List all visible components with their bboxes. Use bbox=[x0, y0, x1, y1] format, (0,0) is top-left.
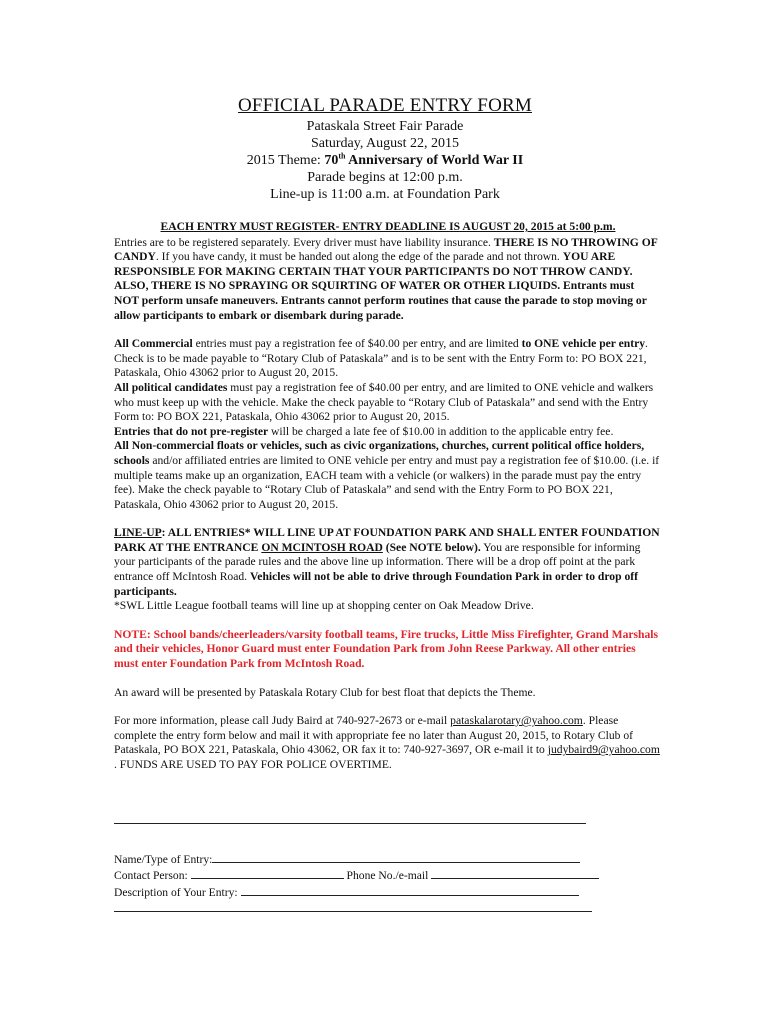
lineup-bold-2: (See NOTE below). bbox=[382, 540, 481, 554]
event-name: Pataskala Street Fair Parade bbox=[306, 119, 464, 134]
phone-field[interactable] bbox=[431, 867, 599, 879]
contact-field-row bbox=[114, 867, 662, 884]
commercial-limit: to ONE vehicle per entry bbox=[521, 337, 646, 351]
contact-text-1: For more information, please call Judy Baird at 740-927-2673 or e-mail bbox=[114, 714, 451, 728]
rules-bold-1: THERE IS NO THROWING OF CANDY bbox=[114, 235, 658, 264]
contact-paragraph bbox=[114, 714, 662, 772]
description-field[interactable] bbox=[241, 884, 579, 896]
parade-start-time: Parade begins at 12:00 p.m. bbox=[307, 170, 463, 185]
political-fee-paragraph bbox=[114, 381, 662, 425]
deadline-notice: EACH ENTRY MUST REGISTER- ENTRY DEADLINE IS AUGUST 20, 2015 at 5:00 p.m. bbox=[160, 220, 616, 233]
award-paragraph: An award will be presented by Pataskala Rotary Club for best float that depicts the Theme. bbox=[114, 685, 536, 699]
event-date: Saturday, August 22, 2015 bbox=[310, 136, 460, 151]
rotary-email-link[interactable]: pataskalarotary@yahoo.com bbox=[450, 714, 583, 728]
theme-sup: th bbox=[338, 151, 346, 161]
political-label: All political candidates bbox=[114, 380, 228, 394]
commercial-text-2: . Check is to be made payable to “Rotary Club of Pataskala” and is to be sent with the Entry Form to: PO BOX 221, Pataskala, Ohio 43062 prior to August 20, 2015. bbox=[114, 337, 648, 380]
late-label: Entries that do not pre-register bbox=[114, 424, 269, 438]
noncommercial-label: All Non-commercial floats or vehicles, such as civic organizations, churches, current political office holders, schools bbox=[114, 439, 645, 467]
contact-field[interactable] bbox=[191, 867, 344, 879]
entry-form-fields bbox=[114, 812, 662, 917]
entrance-note: NOTE: School bands/cheerleaders/varsity football teams, Fire trucks, Little Miss Firefighter, Grand Marshals and their vehicles, Honor Guard must enter Foundation Park from John Reese Parkway. All other entries must enter Foundation Park from McIntosh Road. bbox=[114, 627, 659, 671]
commercial-text-1: entries must pay a registration fee of $40.00 per entry, and are limited bbox=[192, 337, 522, 351]
theme-text: Anniversary of World War II bbox=[345, 153, 524, 168]
phone-label: Phone No./e-mail bbox=[343, 869, 432, 882]
judy-email-link[interactable]: judybaird9@yahoo.com bbox=[547, 743, 660, 757]
contact-text-2: . Please complete the entry form below and mail it with appropriate fee no later than August 20, 2015, to Rotary Club of Pataskala, PO BOX 221, Pataskala, Ohio 43062, OR fax it to: 740-927-3697, OR e-mail it to bbox=[114, 714, 634, 757]
name-field[interactable] bbox=[212, 851, 580, 863]
rules-paragraph bbox=[114, 236, 662, 324]
lineup-bold-3: Vehicles will not be able to drive through Foundation Park in order to drop off participants. bbox=[114, 570, 638, 598]
event-theme bbox=[0, 152, 770, 169]
name-field-row bbox=[114, 851, 662, 868]
lineup-time: Line-up is 11:00 a.m. at Foundation Park bbox=[270, 187, 500, 202]
lineup-bold-1: : ALL ENTRIES* WILL LINE UP AT FOUNDATION PARK AND SHALL ENTER FOUNDATION PARK AT THE ENTRANCE bbox=[114, 526, 660, 554]
commercial-fee-paragraph bbox=[114, 337, 662, 381]
form-title: OFFICIAL PARADE ENTRY FORM bbox=[238, 95, 532, 116]
theme-prefix: 2015 Theme: bbox=[246, 153, 325, 168]
description-field-row bbox=[114, 884, 662, 901]
rules-bold-2: YOU ARE RESPONSIBLE FOR MAKING CERTAIN THAT YOUR PARTICIPANTS DO NOT THROW CANDY. ALSO, THERE IS NO SPRAYING OR SQUIRTING OF WATER OR OTHER LIQUIDS. Entrants must NOT perform unsafe maneuvers. Entrants cannot perform routines that cause the parade to stop moving or allow participants to embark or disembark during parade. bbox=[114, 250, 647, 322]
contact-label: Contact Person: bbox=[114, 869, 191, 882]
late-text: will be charged a late fee of $10.00 in addition to the applicable entry fee. bbox=[268, 424, 614, 438]
description-field-line-2[interactable] bbox=[114, 900, 662, 917]
commercial-label: All Commercial bbox=[114, 337, 193, 351]
contact-text-3: . FUNDS ARE USED TO PAY FOR POLICE OVERTIME. bbox=[114, 758, 392, 771]
lineup-text: You are responsible for informing your participants of the parade rules and the above line up information. There will be a drop off point at the park entrance off McIntosh Road. bbox=[114, 540, 641, 584]
late-fee-paragraph bbox=[114, 425, 662, 440]
lineup-label: LINE-UP bbox=[114, 526, 162, 540]
political-text: must pay a registration fee of $40.00 per entry, and are limited to ONE vehicle and walkers who must keep up with the vehicle. Make the check payable to “Rotary Club of Pataskala” and send with the Entry Form to: PO BOX 221, Pataskala, Ohio 43062 prior to August 20, 2015. bbox=[114, 380, 654, 424]
rules-text-1: Entries are to be registered separately. Every driver must have liability insurance. bbox=[114, 235, 494, 249]
theme-number: 70 bbox=[324, 153, 339, 168]
lineup-paragraph bbox=[114, 526, 662, 599]
description-label: Description of Your Entry: bbox=[114, 885, 241, 899]
form-body bbox=[114, 220, 662, 773]
top-rule bbox=[114, 812, 662, 829]
name-label: Name/Type of Entry: bbox=[114, 852, 213, 866]
swl-note: *SWL Little League football teams will line up at shopping center on Oak Meadow Drive. bbox=[114, 599, 534, 613]
lineup-road: ON MCINTOSH ROAD bbox=[261, 540, 383, 554]
noncommercial-text: and/or affiliated entries are limited to ONE vehicle per entry and must pay a registration fee of $10.00. (i.e. if multiple teams make up an organization, EACH team with a vehicle (or walkers) in the parade must pay the entry fee). Make the check payable to “Rotary Club of Pataskala” and send with the Entry Form to PO BOX 221, Pataskala, Ohio 43062 prior to August 20, 2015. bbox=[114, 453, 660, 511]
form-header bbox=[0, 94, 770, 203]
noncommercial-fee-paragraph bbox=[114, 439, 662, 512]
rules-text-2: . If you have candy, it must be handed out along the edge of the parade and not thrown. bbox=[155, 250, 563, 264]
